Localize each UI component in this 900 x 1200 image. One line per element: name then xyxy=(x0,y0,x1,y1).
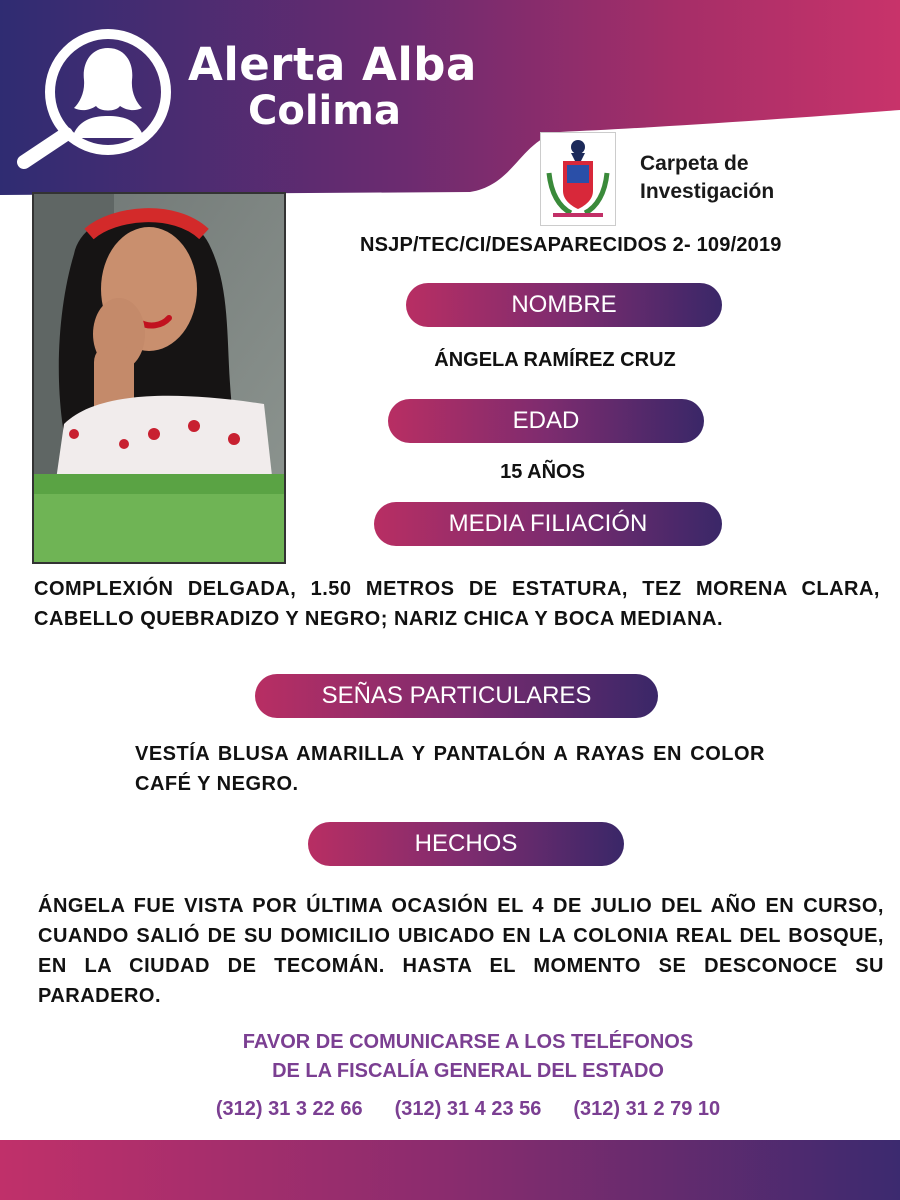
nombre-value: ÁNGELA RAMÍREZ CRUZ xyxy=(434,349,676,371)
senas-particulares-text: VESTÍA BLUSA AMARILLA Y PANTALÓN A RAYAS EN COLOR CAFÉ Y NEGRO. xyxy=(135,743,765,795)
phone-number-1: (312) 31 3 22 66 xyxy=(215,1098,363,1120)
senas-particulares-pill: SEÑAS PARTICULARES xyxy=(255,674,658,718)
magnifier-woman-icon xyxy=(12,20,172,170)
contact-line2: DE LA FISCALÍA GENERAL DEL ESTADO xyxy=(272,1060,664,1082)
carpeta-line2: Investigación xyxy=(640,180,775,203)
case-number: NSJP/TEC/CI/DESAPARECIDOS 2- 109/2019 xyxy=(360,234,782,256)
carpeta-label xyxy=(640,150,774,206)
footer-band xyxy=(0,1140,900,1200)
state-seal-icon xyxy=(540,132,616,226)
media-filiacion-pill: MEDIA FILIACIÓN xyxy=(374,502,722,546)
edad-value: 15 AÑOS xyxy=(500,461,585,483)
missing-person-photo xyxy=(32,192,286,564)
brand-title-line1: Alerta Alba xyxy=(188,38,477,91)
phone-list xyxy=(0,1098,900,1121)
hechos-pill: HECHOS xyxy=(308,822,624,866)
brand-title-line2: Colima xyxy=(248,88,401,134)
media-filiacion-text: COMPLEXIÓN DELGADA, 1.50 METROS DE ESTATURA, TEZ MORENA CLARA, CABELLO QUEBRADIZO Y NEGRO; NARIZ CHICA Y BOCA MEDIANA. xyxy=(34,578,880,630)
phone-number-3: (312) 31 2 79 10 xyxy=(573,1098,721,1120)
brand-title xyxy=(188,38,477,134)
edad-pill: EDAD xyxy=(388,399,704,443)
contact-line1: FAVOR DE COMUNICARSE A LOS TELÉFONOS xyxy=(242,1031,694,1053)
nombre-pill: NOMBRE xyxy=(406,283,722,327)
carpeta-line1: Carpeta de xyxy=(640,152,749,175)
phone-number-2: (312) 31 4 23 56 xyxy=(394,1098,542,1120)
hechos-text: ÁNGELA FUE VISTA POR ÚLTIMA OCASIÓN EL 4 DE JULIO DEL AÑO EN CURSO, CUANDO SALIÓ DE SU DOMICILIO UBICADO EN LA COLONIA REAL DEL BOSQUE, EN LA CIUDAD DE TECOMÁN. HASTA EL MOMENTO SE DESCONOCE SU PARADERO. xyxy=(38,895,884,1007)
